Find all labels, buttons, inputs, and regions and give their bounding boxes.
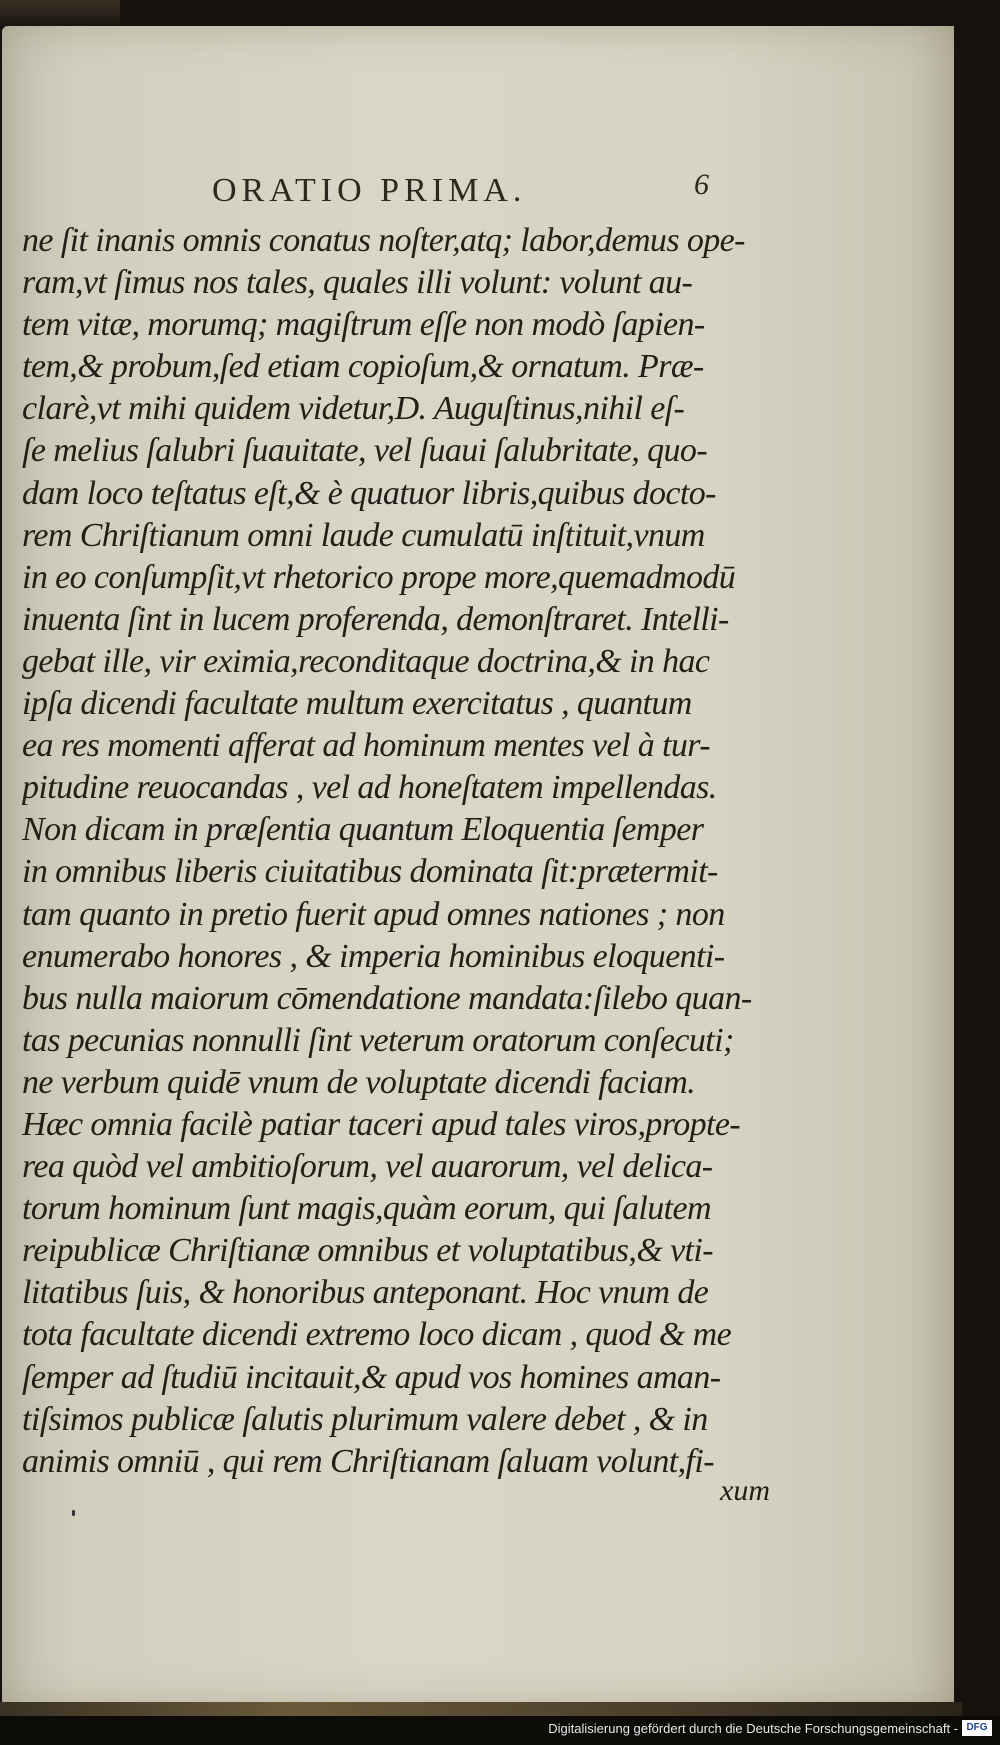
text-line: ne ſit inanis omnis conatus noſter,atq; labor,demus ope- bbox=[22, 222, 745, 259]
catchword: xum bbox=[720, 1474, 770, 1507]
text-line: ram,vt ſimus nos tales, quales illi volunt: volunt au- bbox=[22, 264, 693, 302]
book-page bbox=[2, 26, 954, 1706]
ink-speck bbox=[72, 1510, 75, 1516]
page-edge bbox=[0, 0, 120, 26]
text-line: tas pecunias nonnulli ſint veterum oratorum conſecuti; bbox=[22, 1021, 734, 1059]
text-line: inuenta ſint in lucem proferenda, demonſtraret. Intelli- bbox=[22, 600, 729, 638]
text-line: Hæc omnia facilè patiar taceri apud tales viros,propte- bbox=[22, 1105, 741, 1143]
text-line: ipſa dicendi facultate multum exercitatus , quantum bbox=[22, 685, 692, 723]
text-line: enumerabo honores , & imperia hominibus eloquenti- bbox=[22, 937, 725, 975]
text-line: tem vitæ, morumq; magiſtrum eſſe non modò ſapien- bbox=[22, 306, 705, 344]
body-text bbox=[22, 220, 792, 1483]
text-line: gebat ille, vir eximia,reconditaque doctrina,& in hac bbox=[22, 642, 710, 680]
text-line: dam loco teſtatus eſt,& è quatuor libris,quibus docto- bbox=[22, 474, 716, 512]
text-line: ne verbum quidē vnum de voluptate dicendi faciam. bbox=[22, 1063, 696, 1101]
text-line: in eo conſumpſit,vt rhetorico prope more,quemadmodū bbox=[22, 558, 736, 596]
text-line: tem,& probum,ſed etiam copioſum,& ornatum. Præ- bbox=[22, 348, 704, 386]
text-line: reipublicæ Chriſtianæ omnibus et voluptatibus,& vti- bbox=[22, 1232, 713, 1270]
text-line: tam quanto in pretio fuerit apud omnes nationes ; non bbox=[22, 895, 725, 933]
text-line: tota facultate dicendi extremo loco dicam , quod & me bbox=[22, 1316, 732, 1354]
text-line: rem Chriſtianum omni laude cumulatū inſtituit,vnum bbox=[22, 516, 705, 554]
page-header bbox=[2, 166, 954, 216]
running-head: ORATIO PRIMA. bbox=[212, 172, 527, 209]
text-line: ſe melius ſalubri ſuauitate, vel ſuaui ſalubritate, quo- bbox=[22, 432, 708, 470]
text-line: ea res momenti afferat ad hominum mentes vel à tur- bbox=[22, 727, 710, 765]
text-line: pitudine reuocandas , vel ad honeſtatem impellendas. bbox=[22, 769, 717, 807]
funding-credit: Digitalisierung gefördert durch die Deutsche Forschungsgemeinschaft - bbox=[548, 1721, 958, 1736]
page-number: 6 bbox=[694, 168, 709, 201]
digitization-footer bbox=[0, 1716, 1000, 1745]
dfg-logo: DFG bbox=[962, 1720, 992, 1736]
text-line: litatibus ſuis, & honoribus anteponant. Hoc vnum de bbox=[22, 1274, 709, 1312]
text-line: rea quòd vel ambitioſorum, vel auarorum, vel delica- bbox=[22, 1148, 713, 1186]
text-line: ſemper ad ſtudiū incitauit,& apud vos homines aman- bbox=[22, 1358, 721, 1396]
text-line: Non dicam in præſentia quantum Eloquentia ſemper bbox=[22, 811, 704, 849]
page-bottom-edge bbox=[0, 1702, 962, 1716]
text-line: clarè,vt mihi quidem videtur,D. Auguſtinus,nihil eſ- bbox=[22, 390, 685, 428]
text-line: animis omniū , qui rem Chriſtianam ſaluam volunt,fi- bbox=[22, 1442, 714, 1480]
text-line: tiſsimos publicæ ſalutis plurimum valere debet , & in bbox=[22, 1400, 708, 1438]
text-line: bus nulla maiorum cōmendatione mandata:ſilebo quan- bbox=[22, 979, 752, 1017]
text-line: in omnibus liberis ciuitatibus dominata ſit:prætermit- bbox=[22, 853, 718, 891]
text-line: torum hominum ſunt magis,quàm eorum, qui ſalutem bbox=[22, 1190, 711, 1228]
